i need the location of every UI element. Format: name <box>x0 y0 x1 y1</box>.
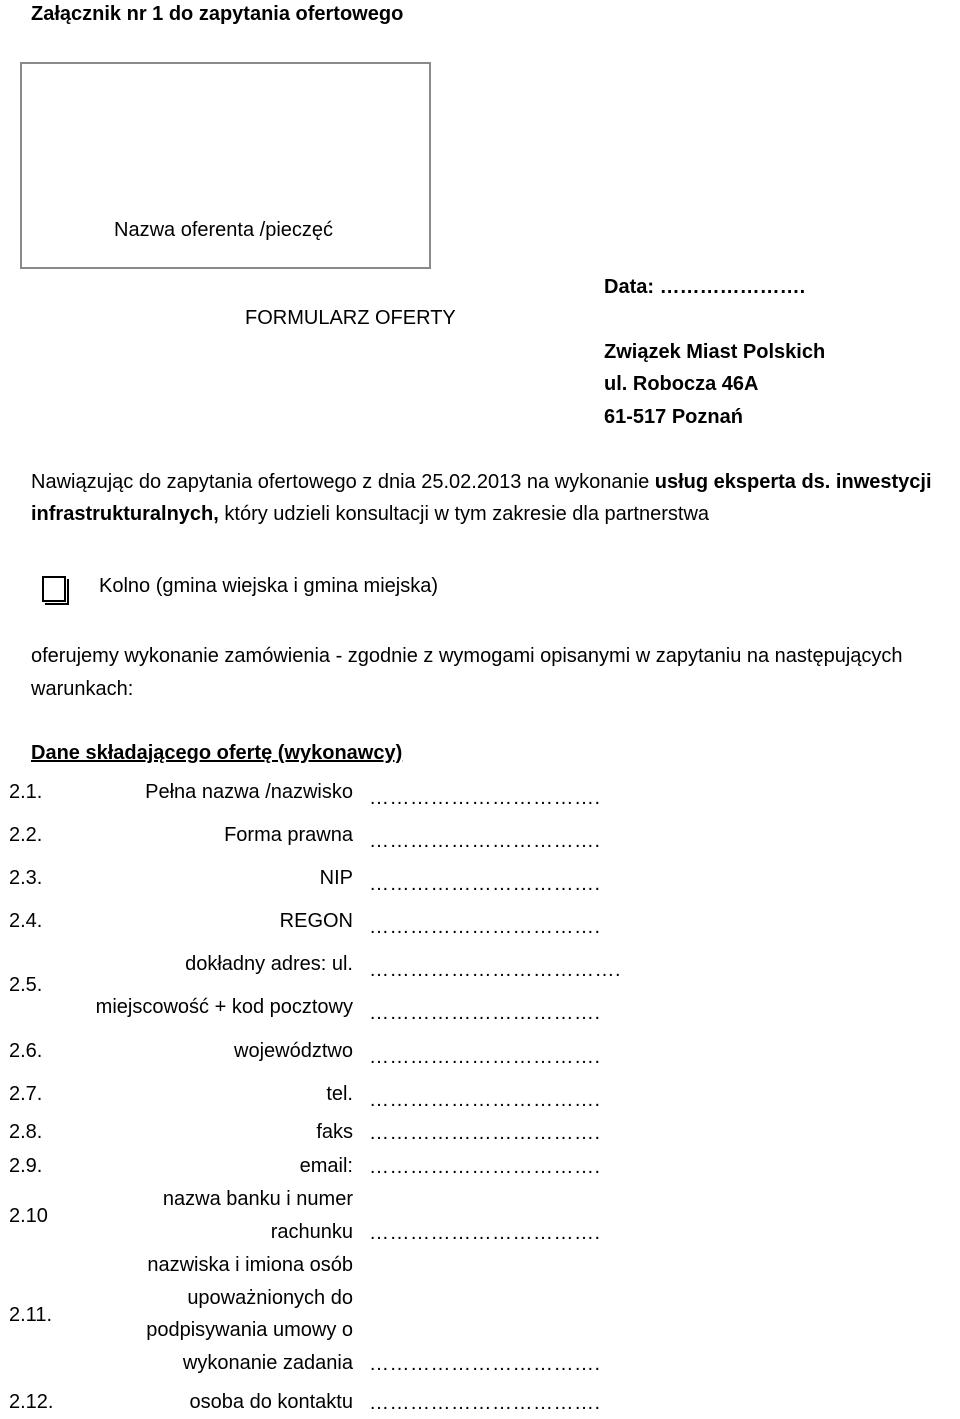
field-label: tel. <box>326 1083 353 1105</box>
field-label: podpisywania umowy o <box>146 1319 353 1341</box>
field-label: upoważnionych do <box>187 1287 353 1309</box>
field-label: email: <box>299 1155 353 1177</box>
stamp-label: Nazwa oferenta /pieczęć <box>114 219 334 241</box>
field-value[interactable]: ……………………………. <box>369 873 601 895</box>
field-value[interactable]: ……………………………. <box>369 1002 601 1024</box>
field-number: 2.12. <box>9 1391 54 1413</box>
field-number: 2.10 <box>9 1205 48 1227</box>
field-label: osoba do kontaktu <box>189 1391 353 1413</box>
field-value[interactable]: ……………………………. <box>369 1156 601 1178</box>
intro-line-2 <box>31 503 709 526</box>
field-value[interactable]: ……………………………. <box>369 916 601 938</box>
kolno-label: Kolno (gmina wiejska i gmina miejska) <box>99 575 439 597</box>
field-value[interactable]: ……………………………. <box>369 1089 601 1111</box>
field-label: dokładny adres: ul. <box>185 953 353 975</box>
field-label: REGON <box>279 910 353 932</box>
intro-line-2-bold: infrastrukturalnych, <box>31 503 219 525</box>
document-title: Załącznik nr 1 do zapytania ofertowego <box>31 3 404 25</box>
field-number: 2.5. <box>9 974 43 996</box>
field-number: 2.1. <box>9 781 43 803</box>
intro-line-1 <box>31 471 932 494</box>
form-title: FORMULARZ OFERTY <box>245 307 456 329</box>
field-number: 2.9. <box>9 1155 43 1177</box>
intro-line-2-plain: który udzieli konsultacji w tym zakresie dla partnerstwa <box>218 503 710 525</box>
field-value[interactable]: ……………………………. <box>369 1222 601 1244</box>
recipient-city: 61-517 Poznań <box>604 406 743 428</box>
field-number: 2.8. <box>9 1121 43 1143</box>
field-number: 2.6. <box>9 1040 43 1062</box>
field-number: 2.4. <box>9 910 43 932</box>
field-label: NIP <box>319 867 353 889</box>
field-label: województwo <box>234 1040 353 1062</box>
field-label: miejscowość + kod pocztowy <box>95 996 353 1018</box>
field-label: wykonanie zadania <box>182 1352 353 1374</box>
offer-text-line-2: warunkach: <box>31 678 134 700</box>
intro-line-1-bold: usług eksperta ds. inwestycji <box>654 471 932 493</box>
field-value[interactable]: ……………………………. <box>369 787 601 809</box>
offer-text-line-1: oferujemy wykonanie zamówienia - zgodnie z wymogami opisanymi w zapytaniu na następujących <box>31 645 903 667</box>
field-number: 2.2. <box>9 824 43 846</box>
field-number: 2.7. <box>9 1083 43 1105</box>
field-value[interactable]: ……………………………. <box>369 1046 601 1068</box>
field-label: nazwiska i imiona osób <box>147 1254 353 1276</box>
recipient-street: ul. Robocza 46A <box>604 373 759 395</box>
field-value[interactable]: ……………………………. <box>369 830 601 852</box>
field-value[interactable]: ………………………………. <box>369 959 622 981</box>
recipient-name: Związek Miast Polskich <box>604 341 826 363</box>
kolno-checkbox[interactable] <box>42 576 66 602</box>
field-label: Pełna nazwa /nazwisko <box>145 781 353 803</box>
field-value[interactable]: ……………………………. <box>369 1353 601 1375</box>
date-field: Data: …………………. <box>604 276 806 298</box>
field-label: faks <box>316 1121 353 1143</box>
field-label: nazwa banku i numer <box>162 1188 353 1210</box>
field-value[interactable]: ……………………………. <box>369 1392 601 1414</box>
field-number: 2.11. <box>9 1304 52 1326</box>
section-title: Dane składającego ofertę (wykonawcy) <box>31 742 403 764</box>
field-label: rachunku <box>270 1221 353 1243</box>
field-label: Forma prawna <box>224 824 353 846</box>
field-value[interactable]: ……………………………. <box>369 1122 601 1144</box>
field-number: 2.3. <box>9 867 43 889</box>
intro-line-1-plain: Nawiązując do zapytania ofertowego z dnia 25.02.2013 na wykonanie <box>31 471 655 493</box>
